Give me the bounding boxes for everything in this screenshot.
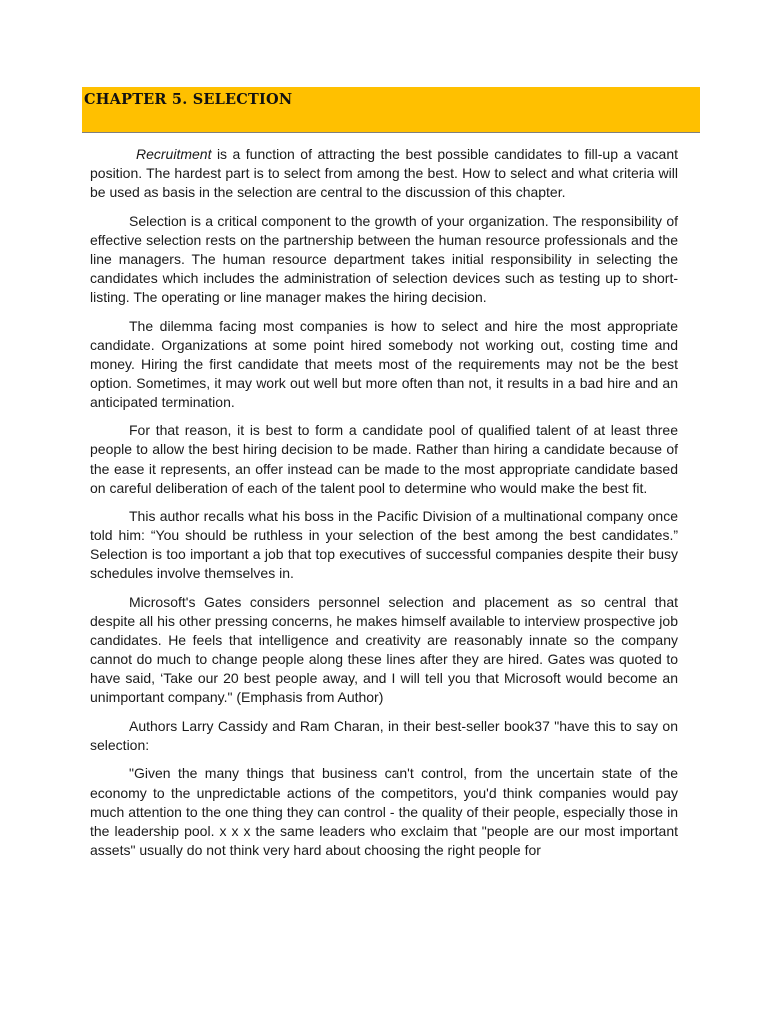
paragraph-selection-component: Selection is a critical component to the growth of your organization. The responsibility of effective selection rests on the partnership between the human resource professionals and the line managers. The human resource department takes initial responsibility in selecting the candidates which includes the administration of selection devices such as testing up to short-listing. The operating or line manager makes the hiring decision. — [90, 212, 678, 306]
paragraph-cassidy-charan: Authors Larry Cassidy and Ram Charan, in their best-seller book37 "have this to say on selection: — [90, 717, 678, 753]
chapter-title: CHAPTER 5. SELECTION — [84, 91, 293, 108]
paragraph-candidate-pool: For that reason, it is best to form a candidate pool of qualified talent of at least three people to allow the best hiring decision to be made. Rather than hiring a candidate because of the ease it represents, an offer instead can be made to the most appropriate candidate based on careful deliberation of each of the talent pool to determine who would make the best fit. — [90, 422, 678, 496]
paragraph-dilemma: The dilemma facing most companies is how to select and hire the most appropriate candidate. Organizations at some point hired somebody not working out, costing time and money. Hiring the first candidate that meets most of the requirements may not be the best option. Sometimes, it may work out well but more often than not, it results in a bad hire and an anticipated termination. — [90, 317, 678, 410]
recruitment-term: Recruitment — [136, 146, 212, 162]
body-text — [90, 145, 678, 869]
chapter-banner — [82, 87, 700, 133]
paragraph-microsoft-gates: Microsoft's Gates considers personnel selection and placement as so central that despite all his other pressing concerns, he makes himself available to interview prospective job candidates. He feels that intelligence and creativity are reasonably innate so the company cannot do much to change people along these lines after they are hired. Gates was quoted to have said, ‘Take our 20 best people away, and I will tell you that Microsoft would become an unimportant company." (Emphasis from Author) — [90, 593, 678, 706]
paragraph-quote: "Given the many things that business can't control, from the uncertain state of the economy to the unpredictable actions of the competitors, you'd think companies would pay much attention to the one thing they can control - the quality of their people, especially those in the leadership pool. x x x the same leaders who exclaim that "people are our most important assets" usually do not think very hard about choosing the right people for — [90, 765, 678, 858]
paragraph-recruitment — [90, 145, 678, 202]
paragraph-author-recall: This author recalls what his boss in the Pacific Division of a multinational company once told him: “You should be ruthless in your selection of the best among the best candidates.” Selection is too important a job that top executives of successful companies despite their busy schedules involve themselves in. — [90, 508, 678, 582]
recruitment-definition: is a function of attracting the best possible candidates to fill-up a vacant position. The hardest part is to select from among the best. How to select and what criteria will be used as basis in the selection are central to the discussion of this chapter. — [90, 146, 678, 201]
